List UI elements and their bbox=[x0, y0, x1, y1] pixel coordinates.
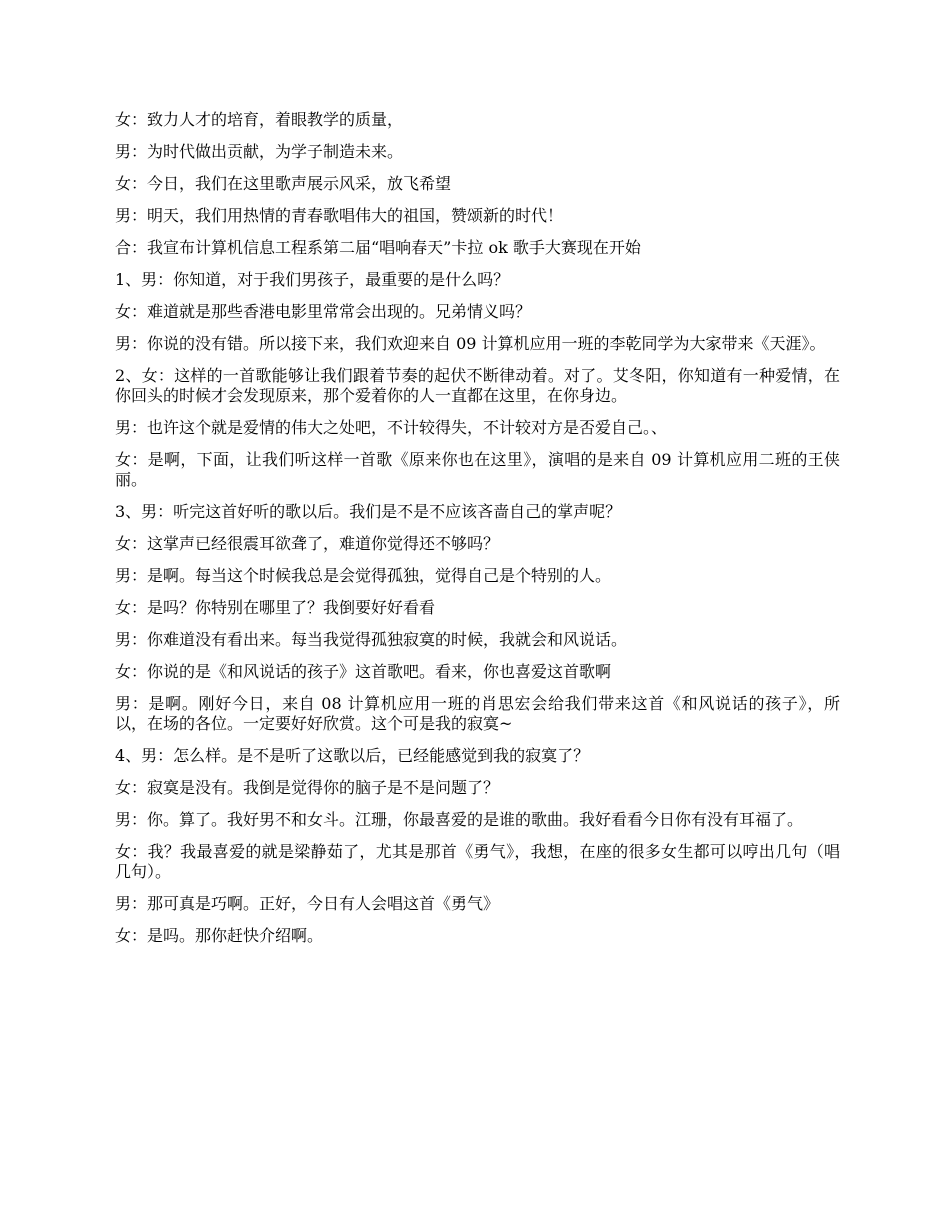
paragraph: 合：我宣布计算机信息工程系第二届“唱响春天”卡拉 ok 歌手大赛现在开始 bbox=[115, 238, 641, 257]
paragraph: 男：你难道没有看出来。每当我觉得孤独寂寞的时候，我就会和风说话。 bbox=[115, 630, 628, 649]
document-body bbox=[115, 110, 840, 958]
paragraph: 男：为时代做出贡献，为学子制造未来。 bbox=[115, 142, 404, 161]
paragraph: 2、女：这样的一首歌能够让我们跟着节奏的起伏不断律动着。对了。艾冬阳，你知道有一种爱情，在你回头的时候才会发现原来，那个爱着你的人一直都在这里，在你身边。 bbox=[115, 366, 840, 405]
paragraph: 4、男：怎么样。是不是听了这歌以后，已经能感觉到我的寂寞了？ bbox=[115, 746, 590, 765]
paragraph: 女：我？我最喜爱的就是梁静茹了，尤其是那首《勇气》，我想，在座的很多女生都可以哼出几句（唱几句）。 bbox=[115, 842, 840, 881]
paragraph: 女：这掌声已经很震耳欲聋了，难道你觉得还不够吗？ bbox=[115, 534, 500, 553]
paragraph: 男：明天，我们用热情的青春歌唱伟大的祖国，赞颂新的时代！ bbox=[115, 206, 564, 225]
paragraph: 女：寂寞是没有。我倒是觉得你的脑子是不是问题了？ bbox=[115, 778, 500, 797]
paragraph: 女：今日，我们在这里歌声展示风采，放飞希望 bbox=[115, 174, 452, 193]
paragraph: 男：那可真是巧啊。正好，今日有人会唱这首《勇气》 bbox=[115, 894, 500, 913]
paragraph: 男：是啊。刚好今日，来自 08 计算机应用一班的肖思宏会给我们带来这首《和风说话的孩子》，所以，在场的各位。一定要好好欣赏。这个可是我的寂寞~ bbox=[115, 694, 840, 733]
paragraph: 女：致力人才的培育，着眼教学的质量， bbox=[115, 110, 404, 129]
paragraph: 女：难道就是那些香港电影里常常会出现的。兄弟情义吗？ bbox=[115, 302, 532, 321]
paragraph: 女：是啊，下面，让我们听这样一首歌《原来你也在这里》，演唱的是来自 09 计算机应用二班的王侠丽。 bbox=[115, 450, 840, 489]
paragraph: 女：是吗。那你赶快介绍啊。 bbox=[115, 926, 324, 945]
paragraph: 男：是啊。每当这个时候我总是会觉得孤独，觉得自己是个特别的人。 bbox=[115, 566, 612, 585]
paragraph: 男：你。算了。我好男不和女斗。江珊，你最喜爱的是谁的歌曲。我好看看今日你有没有耳福了。 bbox=[115, 810, 804, 829]
paragraph: 女：是吗？你特别在哪里了？我倒要好好看看 bbox=[115, 598, 436, 617]
paragraph: 女：你说的是《和风说话的孩子》这首歌吧。看来，你也喜爱这首歌啊 bbox=[115, 662, 612, 681]
paragraph: 3、男：听完这首好听的歌以后。我们是不是不应该吝啬自己的掌声呢？ bbox=[115, 502, 622, 521]
paragraph: 1、男：你知道，对于我们男孩子，最重要的是什么吗？ bbox=[115, 270, 510, 289]
paragraph: 男：也许这个就是爱情的伟大之处吧，不计较得失，不计较对方是否爱自己。、 bbox=[115, 418, 668, 437]
paragraph: 男：你说的没有错。所以接下来，我们欢迎来自 09 计算机应用一班的李乾同学为大家带来《天涯》。 bbox=[115, 334, 826, 353]
